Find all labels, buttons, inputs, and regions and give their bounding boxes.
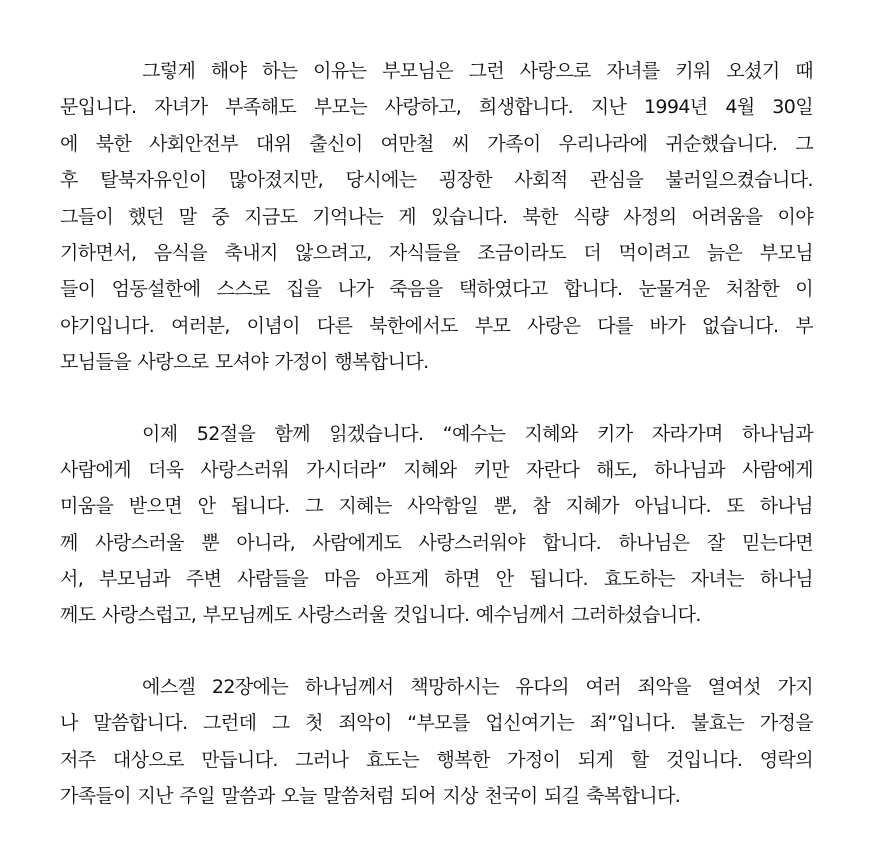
document-page: [60, 53, 813, 814]
text-line: 모님들을 사랑으로 모셔야 가정이 행복합니다.: [60, 351, 429, 374]
text-line: 에 북한 사회안전부 대위 출신이 여만철 씨 가족이 우리나라에 귀순했습니다. 그: [60, 132, 813, 155]
text-line: 에스겔 22장에는 하나님께서 책망하시는 유다의 여러 죄악을 열여섯 가지: [142, 675, 813, 698]
paragraph-spacer: [60, 634, 813, 669]
text-line: 기하면서, 음식을 축내지 않으려고, 자식들을 조금이라도 더 먹이려고 늙은 부모님: [60, 241, 813, 264]
text-line: 나 말씀합니다. 그런데 그 첫 죄악이 “부모를 업신여기는 죄”입니다. 불효는 가정을: [60, 712, 813, 735]
text-line: 후 탈북자유인이 많아졌지만, 당시에는 굉장한 사회적 관심을 불러일으켰습니다.: [60, 169, 813, 192]
text-line: 이제 52절을 함께 읽겠습니다. “예수는 지혜와 키가 자라가며 하나님과: [142, 422, 813, 445]
text-line: 서, 부모님과 주변 사람들을 마음 아프게 하면 안 됩니다. 효도하는 자녀는 하나님: [60, 568, 813, 591]
text-line: 께 사랑스러울 뿐 아니라, 사람에게도 사랑스러워야 합니다. 하나님은 잘 믿는다면: [60, 531, 813, 554]
text-line: 사람에게 더욱 사랑스러워 가시더라” 지혜와 키만 자란다 해도, 하나님과 사람에게: [60, 458, 813, 481]
text-line: 그들이 했던 말 중 지금도 기억나는 게 있습니다. 북한 식량 사정의 어려움을 이야: [60, 205, 813, 228]
text-line: 그렇게 해야 하는 이유는 부모님은 그런 사랑으로 자녀를 키워 오셨기 때: [142, 60, 813, 82]
paragraph-3: [60, 669, 813, 815]
paragraph-spacer: [60, 381, 813, 416]
text-line: 야기입니다. 여러분, 이념이 다른 북한에서도 부모 사랑은 다를 바가 없습니다. 부: [60, 314, 813, 337]
text-line: 가족들이 지난 주일 말씀과 오늘 말씀처럼 되어 지상 천국이 되길 축복합니다.: [60, 785, 681, 808]
paragraph-1: [60, 53, 813, 381]
text-line: 저주 대상으로 만듭니다. 그러나 효도는 행복한 가정이 되게 할 것입니다. 영락의: [60, 748, 813, 771]
text-line: 들이 엄동설한에 스스로 집을 나가 죽음을 택하였다고 합니다. 눈물겨운 처참한 이: [60, 278, 813, 301]
paragraph-2: [60, 416, 813, 634]
text-line: 께도 사랑스럽고, 부모님께도 사랑스러울 것입니다. 예수님께서 그러하셨습니다.: [60, 604, 701, 627]
text-line: 미움을 받으면 안 됩니다. 그 지혜는 사악함일 뿐, 참 지혜가 아닙니다. 또 하나님: [60, 495, 813, 518]
text-line: 문입니다. 자녀가 부족해도 부모는 사랑하고, 희생합니다. 지난 1994년 4월 30일: [60, 96, 813, 119]
